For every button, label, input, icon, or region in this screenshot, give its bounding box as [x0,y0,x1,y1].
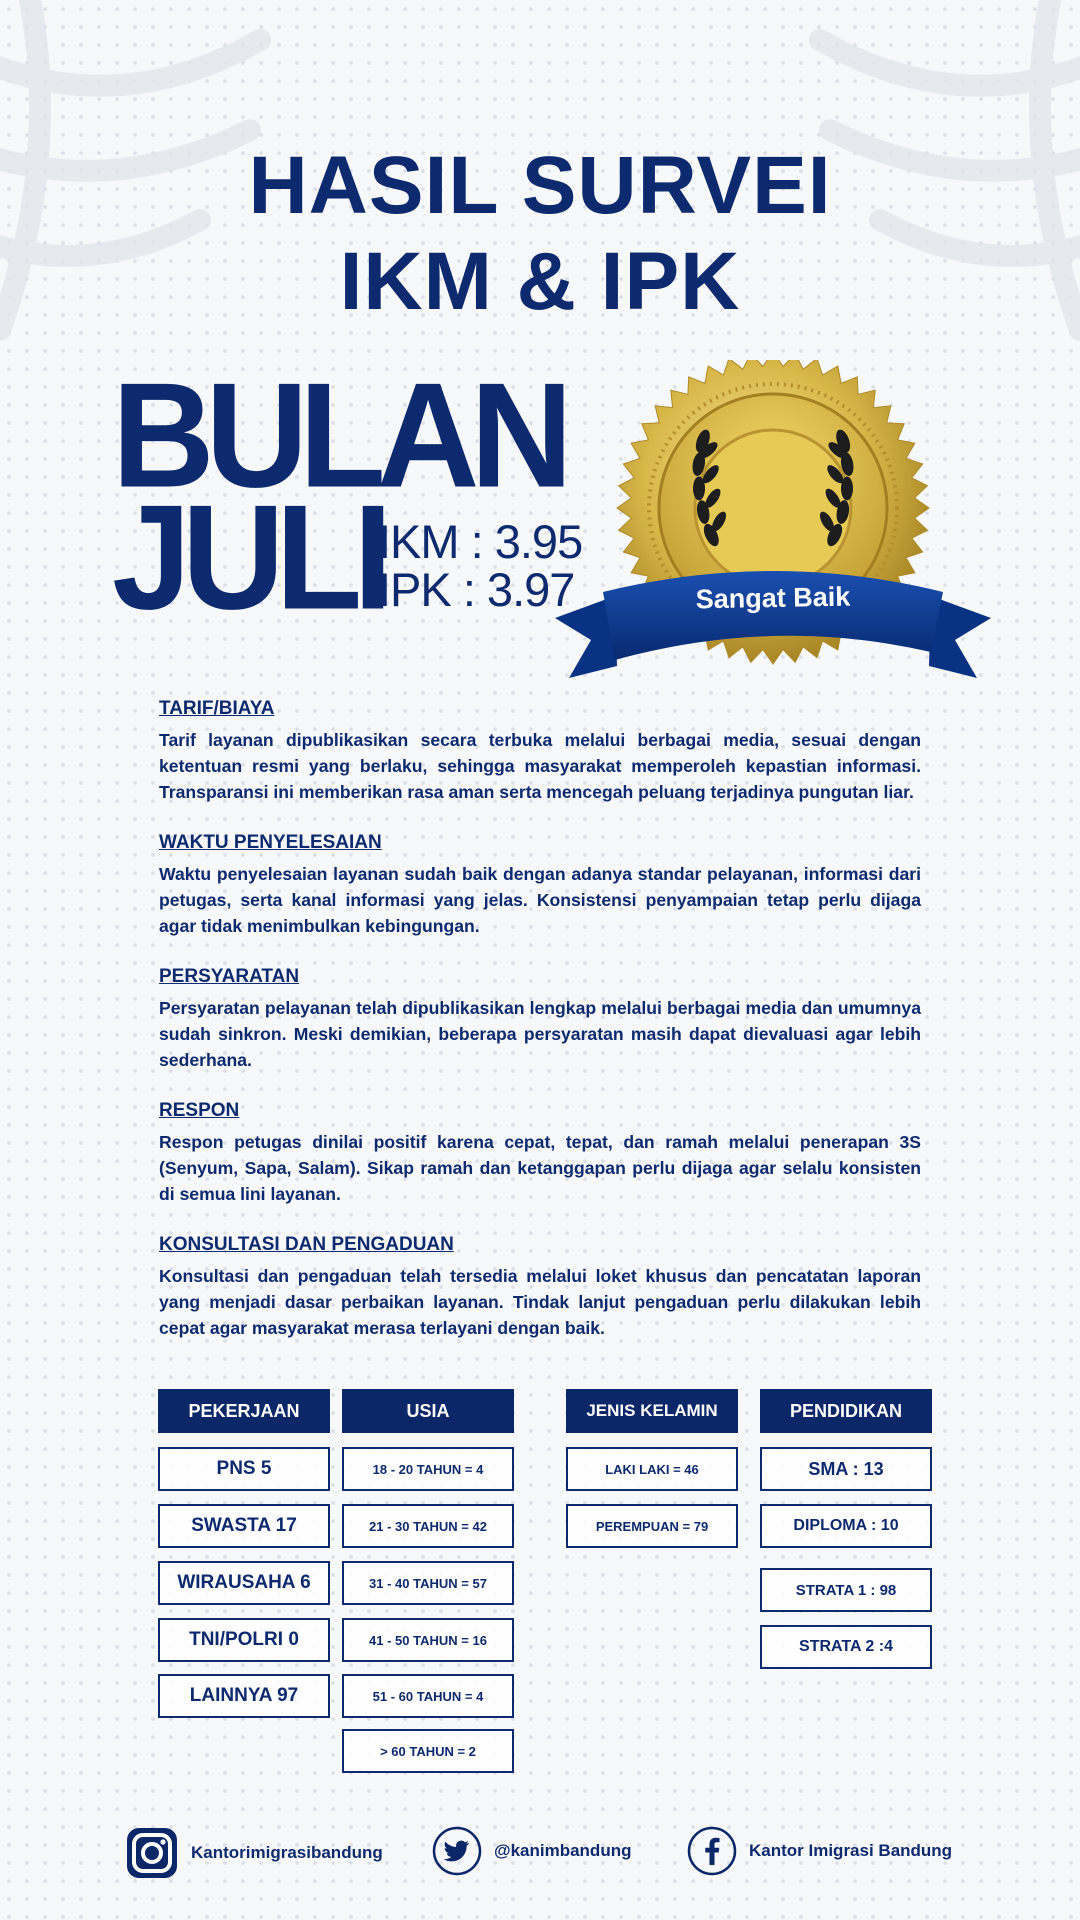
usia-item: 31 - 40 TAHUN = 57 [342,1561,514,1605]
pendidikan-item: STRATA 1 : 98 [760,1568,932,1612]
pekerjaan-item: SWASTA 17 [158,1504,330,1548]
gold-seal-icon [555,360,991,686]
instagram-icon [125,1826,179,1880]
jenis-kelamin-item: PEREMPUAN = 79 [566,1504,738,1548]
period-line-1: BULAN [112,352,564,519]
section-tarif [159,697,921,805]
pendidikan-column [760,1389,932,1669]
twitter-icon [432,1826,482,1876]
usia-column [342,1389,514,1773]
instagram-handle: Kantorimigrasibandung [191,1843,383,1862]
pendidikan-item: STRATA 2 :4 [760,1625,932,1669]
pendidikan-item: SMA : 13 [760,1447,932,1491]
section-persyaratan [159,965,921,1073]
section-heading: WAKTU PENYELESAIAN [159,832,382,853]
title-line-1: HASIL SURVEI [248,140,832,231]
jenis-kelamin-item: LAKI LAKI = 46 [566,1447,738,1491]
pekerjaan-item: PNS 5 [158,1447,330,1491]
pekerjaan-header: PEKERJAAN [158,1389,330,1433]
usia-item: > 60 TAHUN = 2 [342,1729,514,1773]
title-line-2: IKM & IPK [339,236,741,327]
facebook-handle: Kantor Imigrasi Bandung [749,1841,953,1860]
section-konsultasi [159,1233,921,1341]
section-text: Waktu penyelesaian layanan sudah baik dengan adanya standar pelayanan, informasi dari petugas, serta kanal informasi yang jelas. Konsistensi penyampaian tetap perlu dijaga agar tidak menimbulkan kebingungan. [159,864,921,936]
usia-item: 41 - 50 TAHUN = 16 [342,1618,514,1662]
usia-item: 18 - 20 TAHUN = 4 [342,1447,514,1491]
facebook-icon [687,1826,737,1876]
section-text: Persyaratan pelayanan telah dipublikasikan lengkap melalui berbagai media dan umumnya sudah sinkron. Meski demikian, beberapa persyaratan masih dapat dievaluasi agar lebih sederhana. [159,998,921,1070]
section-text: Tarif layanan dipublikasikan secara terbuka melalui berbagai media, sesuai dengan ketentuan resmi yang berlaku, sehingga masyarakat memperoleh kepastian informasi. Transparansi ini memberikan rasa aman serta mencegah peluang terjadinya pungutan liar. [159,730,921,802]
section-heading: TARIF/BIAYA [159,698,275,719]
usia-header: USIA [342,1389,514,1433]
ikm-score: IKM : 3.95 [378,515,583,568]
jenis-kelamin-column [566,1389,738,1548]
score-block [378,515,583,616]
pekerjaan-item: LAINNYA 97 [158,1674,330,1718]
badge-label: Sangat Baik [695,581,851,615]
section-heading: KONSULTASI DAN PENGADUAN [159,1234,454,1255]
instagram-link[interactable] [125,1826,383,1880]
section-text: Konsultasi dan pengaduan telah tersedia melalui loket khusus dan pencatatan laporan yang menjadi dasar perbaikan layanan. Tindak lanjut pengaduan perlu dilakukan lebih cepat agar masyarakat merasa terlayani dengan baik. [159,1266,921,1338]
section-heading: RESPON [159,1100,240,1121]
ipk-score: IPK : 3.97 [378,563,575,616]
pendidikan-header: PENDIDIKAN [760,1389,932,1433]
pekerjaan-item: TNI/POLRI 0 [158,1618,330,1662]
feedback-sections [159,697,921,1367]
period-line-2: JULI [112,474,384,641]
pekerjaan-item: WIRAUSAHA 6 [158,1561,330,1605]
pendidikan-item: DIPLOMA : 10 [760,1504,932,1548]
main-title [0,138,1080,330]
pekerjaan-column [158,1389,330,1718]
jenis-kelamin-header: JENIS KELAMIN [566,1389,738,1433]
twitter-link[interactable] [432,1826,631,1876]
usia-item: 51 - 60 TAHUN = 4 [342,1674,514,1718]
usia-item: 21 - 30 TAHUN = 42 [342,1504,514,1548]
twitter-handle: @kanimbandung [494,1841,632,1860]
section-respon [159,1099,921,1207]
facebook-link[interactable] [687,1826,952,1876]
section-waktu [159,831,921,939]
section-text: Respon petugas dinilai positif karena cepat, tepat, dan ramah melalui penerapan 3S (Senyum, Sapa, Salam). Sikap ramah dan ketanggapan perlu dijaga agar selalu konsisten di semua lini layanan. [159,1132,921,1204]
section-heading: PERSYARATAN [159,966,300,987]
